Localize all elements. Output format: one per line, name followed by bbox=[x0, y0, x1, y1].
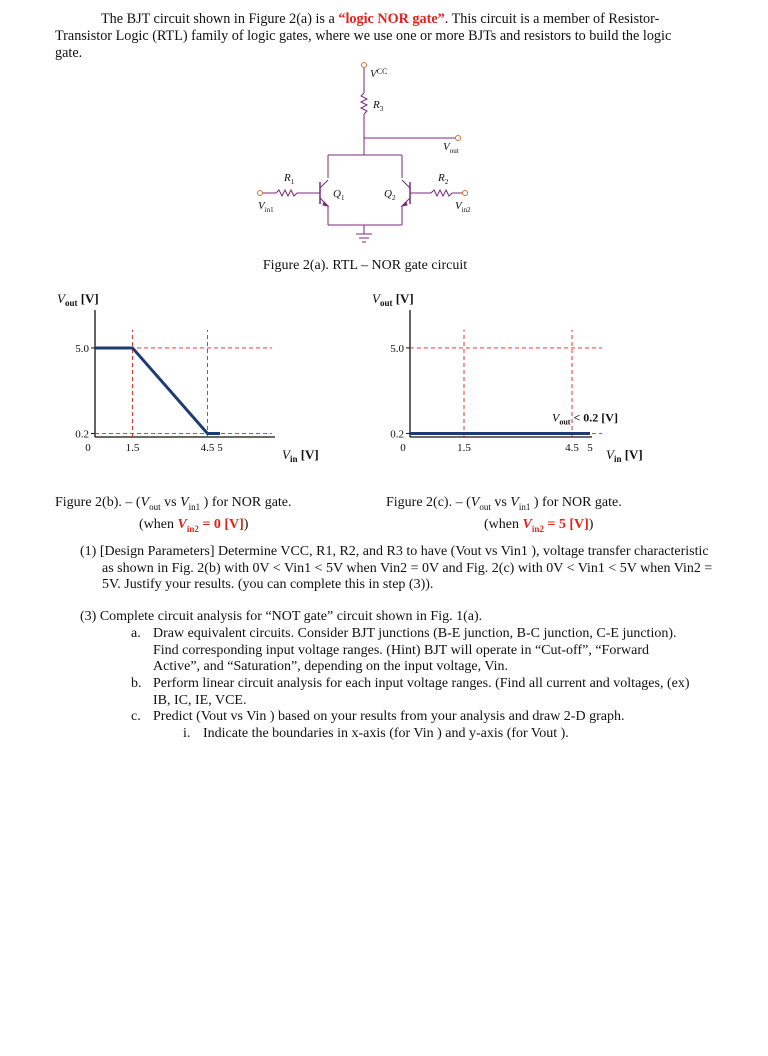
y-tick-label: 5.0 bbox=[390, 342, 404, 355]
rtl-nor-circuit bbox=[0, 0, 768, 250]
vin2-terminal bbox=[463, 191, 468, 196]
r2-resistor bbox=[431, 190, 452, 196]
r1-label: R bbox=[284, 172, 291, 184]
x-axis-label: $V_{in}$ [V] bbox=[606, 447, 643, 464]
vout-annotation: $V_{out} < 0.2$ [V] bbox=[552, 410, 618, 427]
svg-text:Q1: $Q_1$ bbox=[333, 188, 345, 202]
r2-label: R bbox=[438, 172, 445, 184]
svg-text:VCC: $V^{CC}$ bbox=[370, 67, 388, 80]
x-tick-label: 1.5 bbox=[457, 442, 471, 454]
r3-resistor bbox=[361, 93, 367, 114]
y-axis-label: $V_{out}$ [V] bbox=[57, 291, 99, 308]
svg-text:Q2: $Q_2$ bbox=[384, 188, 396, 202]
svg-text:R3: $R_3$ bbox=[373, 99, 384, 113]
y-axis-label: $V_{out}$ [V] bbox=[372, 291, 414, 308]
x-tick-label: 4.5 bbox=[200, 442, 215, 454]
x-tick-label: 5 bbox=[217, 442, 223, 454]
figure-2a-caption: Figure 2(a). RTL – NOR gate circuit bbox=[262, 258, 468, 273]
question-3c: c. Predict (Vout vs Vin ) based on your results from your analysis and draw 2-D graph. bbox=[131, 709, 625, 724]
svg-text:Vin2: $V_{in2}$ bbox=[455, 200, 471, 214]
r1-resistor bbox=[276, 190, 297, 196]
svg-text:R1: $R_1$ bbox=[284, 172, 295, 186]
r3-label: R bbox=[373, 99, 380, 111]
svg-text:Vin1: $V_{in1}$ bbox=[258, 200, 274, 214]
q1-label: Q bbox=[333, 188, 341, 200]
x-tick-label: 0 bbox=[85, 442, 91, 454]
intro-text-1: The BJT circuit shown in Figure 2(a) is a bbox=[101, 11, 339, 27]
vin2-label: V bbox=[455, 200, 462, 212]
chart-fig2b bbox=[50, 285, 350, 480]
series-line bbox=[95, 348, 220, 434]
figure-2b-caption: Figure 2(b). – ($V_{out}$ vs $V_{in1}$ ) for NOR gate. (when $V_{in2} = 0$ [V]) bbox=[55, 495, 292, 534]
y-tick-label: 0.2 bbox=[75, 428, 89, 441]
intro-highlight: “logic NOR gate” bbox=[338, 11, 445, 27]
x-tick-label: 4.5 bbox=[565, 442, 579, 454]
question-3: (3) Complete circuit analysis for “NOT gate” circuit shown in Fig. 1(a). bbox=[80, 609, 483, 624]
vcc-terminal bbox=[362, 63, 367, 68]
x-tick-label: 5 bbox=[587, 442, 593, 454]
chart-fig2c bbox=[372, 285, 680, 480]
vin1-terminal bbox=[258, 191, 263, 196]
question-3c-i: i. Indicate the boundaries in x-axis (for Vin ) and y-axis (for Vout ). bbox=[183, 726, 569, 741]
svg-text:R2: $R_2$ bbox=[438, 172, 449, 186]
x-axis-label: $V_{in}$ [V] bbox=[282, 447, 319, 464]
vin1-label: V bbox=[258, 200, 265, 212]
x-tick-label: 1.5 bbox=[125, 442, 140, 454]
intro-text-2: . This circuit is a member of Resistor-Transistor Logic (RTL) family of logic gates, where we use one or more BJTs and resistors to build the logic gate. bbox=[55, 11, 672, 61]
y-tick-label: 5.0 bbox=[75, 342, 89, 355]
vout-label: V bbox=[443, 141, 450, 153]
question-1: (1) [Design Parameters] Determine VCC, R1, R2, and R3 to have (Vout vs Vin1 ), voltage transfer characteristic as shown in Fig. 2(b) with 0V < Vin1 < 5V when Vin2 = 0V and Fig. 2(c) with 0V < Vin1 < 5V when Vin2 = 5V. Justify your results. (you can complete this in step (3)). bbox=[80, 544, 713, 592]
y-tick-label: 0.2 bbox=[390, 428, 404, 441]
x-tick-label: 0 bbox=[400, 442, 406, 454]
ground-symbol bbox=[356, 234, 372, 242]
vout-terminal bbox=[456, 136, 461, 141]
question-3a: a. Draw equivalent circuits. Consider BJT junctions (B-E junction, B-C junction, C-E junction). Find corresponding input voltage ranges. (Hint) BJT will operate in “Cut-off”, “Forward Active”, and “Saturation”, depending on the input voltage, Vin. bbox=[131, 626, 677, 674]
q2-label: Q bbox=[384, 188, 392, 200]
question-3b: b. Perform linear circuit analysis for each input voltage ranges. (Find all current and voltages, (ex) IB, IC, IE, VCE. bbox=[131, 676, 690, 708]
figure-2c-caption: Figure 2(c). – ($V_{out}$ vs $V_{in1}$ ) for NOR gate. (when $V_{in2} = 5$ [V]) bbox=[386, 495, 622, 534]
vcc-label: V bbox=[370, 68, 377, 80]
svg-text:Vout: $V_{out}$ bbox=[443, 141, 459, 155]
